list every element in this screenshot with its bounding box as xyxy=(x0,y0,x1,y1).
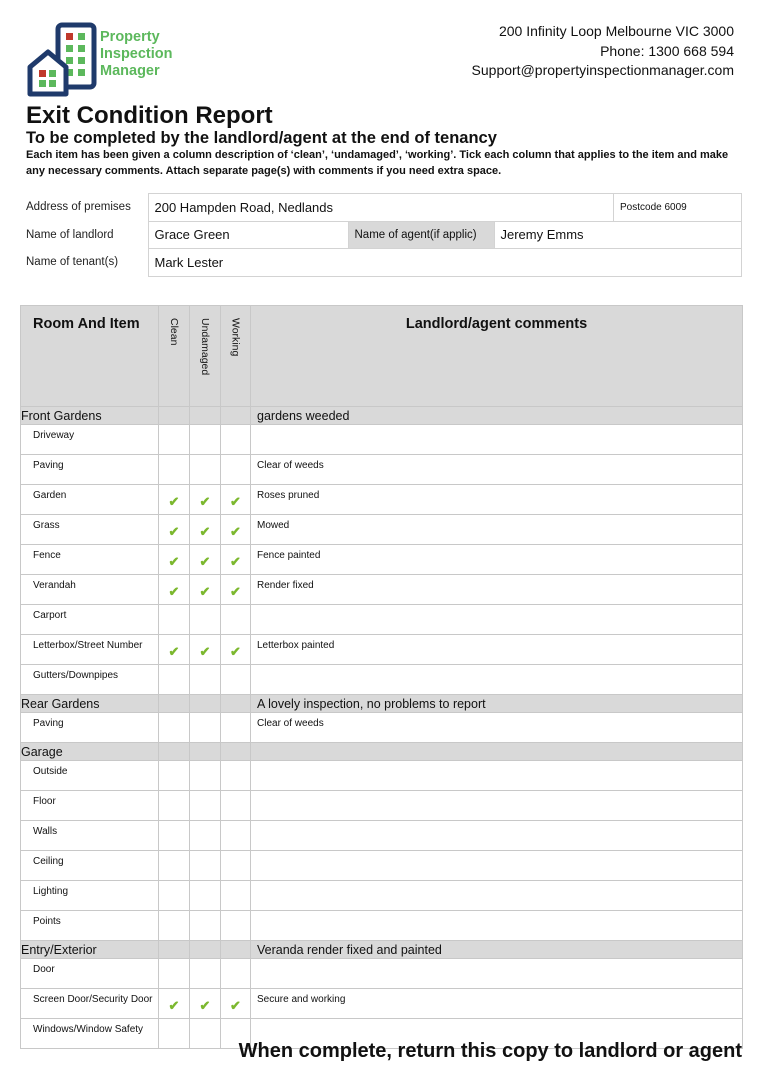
item-comment[interactable]: Secure and working xyxy=(251,989,743,1019)
undamaged-checkbox-cell[interactable] xyxy=(190,425,221,455)
working-checkbox-cell[interactable] xyxy=(221,485,251,515)
item-name: Windows/Window Safety xyxy=(21,1019,159,1049)
undamaged-checkbox-cell[interactable] xyxy=(190,791,221,821)
check-icon: ✔ xyxy=(230,493,241,509)
item-name: Walls xyxy=(21,821,159,851)
tenant-row xyxy=(20,249,742,277)
clean-checkbox-cell[interactable] xyxy=(159,485,190,515)
working-checkbox-cell[interactable] xyxy=(221,605,251,635)
undamaged-checkbox-cell[interactable] xyxy=(190,821,221,851)
section-clean-cell xyxy=(159,407,190,425)
undamaged-checkbox-cell[interactable] xyxy=(190,545,221,575)
working-checkbox-cell[interactable] xyxy=(221,425,251,455)
table-row xyxy=(21,575,743,605)
item-name: Carport xyxy=(21,605,159,635)
condition-table xyxy=(20,305,743,1049)
undamaged-checkbox-cell[interactable] xyxy=(190,515,221,545)
table-row xyxy=(21,515,743,545)
undamaged-column-header xyxy=(190,306,221,407)
working-checkbox-cell[interactable] xyxy=(221,515,251,545)
clean-checkbox-cell[interactable] xyxy=(159,761,190,791)
check-icon: ✔ xyxy=(168,553,180,569)
section-working-cell xyxy=(221,695,251,713)
section-row xyxy=(21,743,743,761)
section-undamaged-cell xyxy=(190,743,221,761)
clean-checkbox-cell[interactable] xyxy=(159,425,190,455)
working-checkbox-cell[interactable] xyxy=(221,959,251,989)
logo-text xyxy=(100,29,173,80)
undamaged-checkbox-cell[interactable] xyxy=(190,665,221,695)
undamaged-checkbox-cell[interactable] xyxy=(190,455,221,485)
house-logo-icon xyxy=(26,22,100,98)
check-icon: ✔ xyxy=(168,643,180,659)
item-comment[interactable]: Fence painted xyxy=(251,545,743,575)
table-row xyxy=(21,545,743,575)
item-comment[interactable]: Clear of weeds xyxy=(251,713,743,743)
check-icon: ✔ xyxy=(199,493,211,509)
undamaged-checkbox-cell[interactable] xyxy=(190,635,221,665)
section-comment[interactable]: Veranda render fixed and painted xyxy=(251,941,743,959)
section-row xyxy=(21,941,743,959)
section-row xyxy=(21,407,743,425)
clean-checkbox-cell[interactable] xyxy=(159,791,190,821)
working-checkbox-cell[interactable] xyxy=(221,455,251,485)
section-working-cell xyxy=(221,407,251,425)
working-checkbox-cell[interactable] xyxy=(221,545,251,575)
clean-checkbox-cell[interactable] xyxy=(159,911,190,941)
table-row xyxy=(21,485,743,515)
item-name: Driveway xyxy=(21,425,159,455)
section-clean-cell xyxy=(159,941,190,959)
undamaged-checkbox-cell[interactable] xyxy=(190,881,221,911)
check-icon: ✔ xyxy=(230,523,241,539)
table-row xyxy=(21,425,743,455)
item-name: Floor xyxy=(21,791,159,821)
item-comment[interactable] xyxy=(251,425,743,455)
item-comment[interactable] xyxy=(251,851,743,881)
company-address: 200 Infinity Loop Melbourne VIC 3000 xyxy=(498,23,734,39)
clean-checkbox-cell[interactable] xyxy=(159,455,190,485)
item-comment[interactable]: Render fixed xyxy=(251,575,743,605)
table-row xyxy=(21,959,743,989)
undamaged-checkbox-cell[interactable] xyxy=(190,911,221,941)
undamaged-checkbox-cell[interactable] xyxy=(190,1019,221,1049)
section-clean-cell xyxy=(159,695,190,713)
address-label: Address of premises xyxy=(20,194,148,222)
logo-line-2: Inspection xyxy=(100,46,173,62)
section-name: Front Gardens xyxy=(21,407,159,425)
item-name: Letterbox/Street Number xyxy=(21,635,159,665)
undamaged-header-label: Undamaged xyxy=(199,318,211,376)
clean-checkbox-cell[interactable] xyxy=(159,515,190,545)
check-icon: ✔ xyxy=(168,583,180,599)
undamaged-checkbox-cell[interactable] xyxy=(190,485,221,515)
item-name: Grass xyxy=(21,515,159,545)
clean-checkbox-cell[interactable] xyxy=(159,713,190,743)
item-comment[interactable] xyxy=(251,761,743,791)
clean-column-header xyxy=(159,306,190,407)
undamaged-checkbox-cell[interactable] xyxy=(190,575,221,605)
section-name: Rear Gardens xyxy=(21,695,159,713)
working-checkbox-cell[interactable] xyxy=(221,665,251,695)
working-checkbox-cell[interactable] xyxy=(221,761,251,791)
check-icon: ✔ xyxy=(199,553,211,569)
address-field[interactable]: 200 Hampden Road, Nedlands xyxy=(148,194,614,222)
working-checkbox-cell[interactable] xyxy=(221,635,251,665)
section-undamaged-cell xyxy=(190,407,221,425)
item-comment[interactable] xyxy=(251,959,743,989)
check-icon: ✔ xyxy=(230,643,241,659)
item-name: Lighting xyxy=(21,881,159,911)
item-comment[interactable]: Mowed xyxy=(251,515,743,545)
check-icon: ✔ xyxy=(230,997,241,1013)
landlord-label: Name of landlord xyxy=(20,221,148,249)
check-icon: ✔ xyxy=(230,553,241,569)
company-logo xyxy=(26,22,206,100)
section-name: Garage xyxy=(21,743,159,761)
working-checkbox-cell[interactable] xyxy=(221,911,251,941)
landlord-row xyxy=(20,221,742,249)
working-checkbox-cell[interactable] xyxy=(221,821,251,851)
clean-checkbox-cell[interactable] xyxy=(159,635,190,665)
undamaged-checkbox-cell[interactable] xyxy=(190,959,221,989)
tenant-field[interactable]: Mark Lester xyxy=(148,249,742,277)
logo-line-3: Manager xyxy=(100,63,160,79)
item-name: Gutters/Downpipes xyxy=(21,665,159,695)
undamaged-checkbox-cell[interactable] xyxy=(190,851,221,881)
company-email[interactable]: Support@propertyinspectionmanager.com xyxy=(471,62,734,78)
clean-checkbox-cell[interactable] xyxy=(159,665,190,695)
table-row xyxy=(21,989,743,1019)
check-icon: ✔ xyxy=(168,493,180,509)
working-header-label: Working xyxy=(229,318,242,357)
room-item-header: Room And Item xyxy=(21,306,159,407)
working-checkbox-cell[interactable] xyxy=(221,881,251,911)
item-name: Screen Door/Security Door xyxy=(21,989,159,1019)
section-undamaged-cell xyxy=(190,695,221,713)
table-row xyxy=(21,881,743,911)
clean-checkbox-cell[interactable] xyxy=(159,851,190,881)
item-comment[interactable] xyxy=(251,791,743,821)
check-icon: ✔ xyxy=(168,523,180,539)
company-phone: Phone: 1300 668 594 xyxy=(600,42,734,59)
item-comment[interactable] xyxy=(251,881,743,911)
item-name: Ceiling xyxy=(21,851,159,881)
section-comment[interactable]: A lovely inspection, no problems to report xyxy=(251,695,743,713)
tenant-label: Name of tenant(s) xyxy=(20,249,148,277)
working-checkbox-cell[interactable] xyxy=(221,791,251,821)
agent-label: Name of agent(if applic) xyxy=(348,221,494,249)
clean-checkbox-cell[interactable] xyxy=(159,881,190,911)
check-icon: ✔ xyxy=(230,583,241,599)
item-name: Garden xyxy=(21,485,159,515)
premises-info-table xyxy=(20,193,742,277)
table-row xyxy=(21,665,743,695)
item-name: Verandah xyxy=(21,575,159,605)
item-comment[interactable] xyxy=(251,821,743,851)
undamaged-checkbox-cell[interactable] xyxy=(190,761,221,791)
item-comment[interactable] xyxy=(251,911,743,941)
footer-note: When complete, return this copy to landlord or agent xyxy=(238,1040,742,1062)
check-icon: ✔ xyxy=(199,997,211,1013)
item-comment[interactable] xyxy=(251,665,743,695)
item-name: Door xyxy=(21,959,159,989)
check-icon: ✔ xyxy=(199,583,211,599)
page-title: Exit Condition Report xyxy=(26,102,273,129)
section-row xyxy=(21,695,743,713)
clean-checkbox-cell[interactable] xyxy=(159,605,190,635)
clean-checkbox-cell[interactable] xyxy=(159,1019,190,1049)
check-icon: ✔ xyxy=(199,523,211,539)
table-row xyxy=(21,911,743,941)
clean-checkbox-cell[interactable] xyxy=(159,959,190,989)
check-icon: ✔ xyxy=(168,997,180,1013)
working-checkbox-cell[interactable] xyxy=(221,989,251,1019)
company-contact xyxy=(472,22,734,81)
undamaged-checkbox-cell[interactable] xyxy=(190,605,221,635)
clean-checkbox-cell[interactable] xyxy=(159,821,190,851)
item-comment[interactable]: Clear of weeds xyxy=(251,455,743,485)
instructions-text: Each item has been given a column description of ‘clean’, ‘undamaged’, ‘working’. Tick each column that applies to the item and make any necessary comments. Attach separate page(s) with comments if you need extra space. xyxy=(26,149,729,177)
clean-checkbox-cell[interactable] xyxy=(159,989,190,1019)
clean-checkbox-cell[interactable] xyxy=(159,545,190,575)
item-name: Outside xyxy=(21,761,159,791)
table-row xyxy=(21,605,743,635)
item-name: Fence xyxy=(21,545,159,575)
comments-column-header: Landlord/agent comments xyxy=(251,306,743,407)
item-name: Points xyxy=(21,911,159,941)
section-clean-cell xyxy=(159,743,190,761)
item-name: Paving xyxy=(21,455,159,485)
check-icon: ✔ xyxy=(199,643,211,659)
table-row xyxy=(21,851,743,881)
table-row xyxy=(21,791,743,821)
table-row xyxy=(21,635,743,665)
clean-checkbox-cell[interactable] xyxy=(159,575,190,605)
page-subtitle: To be completed by the landlord/agent at the end of tenancy xyxy=(26,129,497,147)
item-name: Paving xyxy=(21,713,159,743)
undamaged-checkbox-cell[interactable] xyxy=(190,989,221,1019)
postcode-field[interactable]: Postcode 6009 xyxy=(614,194,742,222)
logo-line-1: Property xyxy=(100,29,160,45)
working-checkbox-cell[interactable] xyxy=(221,851,251,881)
working-checkbox-cell[interactable] xyxy=(221,575,251,605)
section-working-cell xyxy=(221,941,251,959)
table-row xyxy=(21,713,743,743)
undamaged-checkbox-cell[interactable] xyxy=(190,713,221,743)
section-name: Entry/Exterior xyxy=(21,941,159,959)
clean-header-label: Clean xyxy=(168,318,180,346)
working-column-header xyxy=(221,306,251,407)
item-comment[interactable] xyxy=(251,605,743,635)
section-comment[interactable]: gardens weeded xyxy=(251,407,743,425)
section-undamaged-cell xyxy=(190,941,221,959)
table-row xyxy=(21,455,743,485)
item-comment[interactable]: Letterbox painted xyxy=(251,635,743,665)
address-row xyxy=(20,194,742,222)
section-comment[interactable] xyxy=(251,743,743,761)
item-comment[interactable]: Roses pruned xyxy=(251,485,743,515)
agent-field[interactable]: Jeremy Emms xyxy=(494,221,742,249)
table-header-row xyxy=(21,306,743,407)
table-row xyxy=(21,821,743,851)
table-row xyxy=(21,761,743,791)
section-working-cell xyxy=(221,743,251,761)
working-checkbox-cell[interactable] xyxy=(221,713,251,743)
landlord-field[interactable]: Grace Green xyxy=(148,221,348,249)
